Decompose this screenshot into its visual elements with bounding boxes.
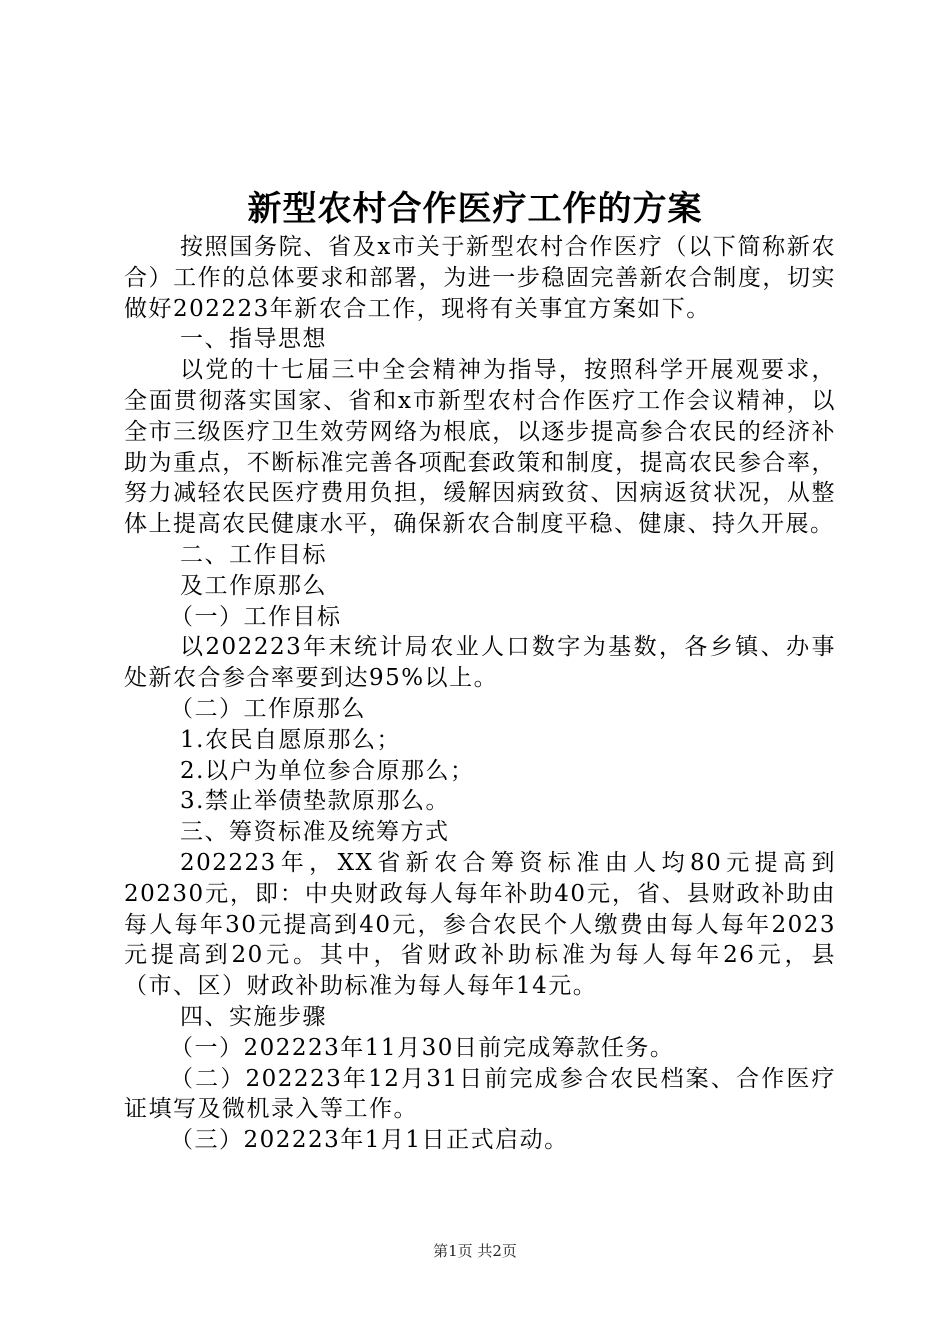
implementation-step-2: （二）202223年12月31日前完成参合农民档案、合作医疗证填写及微机录入等工作。 (124, 1065, 836, 1123)
page-number-footer: 第1页 共2页 (433, 1242, 517, 1260)
guiding-ideology-paragraph: 以党的十七届三中全会精神为指导，按照科学开展观要求，全面贯彻落实国家、省和x市新型农村合作医疗工作会议精神，以全市三级医疗卫生效劳网络为根底，以逐步提高参合农民的经济补助为重点，不断标准完善各项配套政策和制度，提高农民参合率，努力减轻农民医疗费用负担，缓解因病致贫、因病返贫状况，从整体上提高农民健康水平，确保新农合制度平稳、健康、持久开展。 (124, 357, 836, 538)
subheading-work-goals: （一）工作目标 (170, 603, 342, 630)
section-heading-funding: 三、筹资标准及统筹方式 (180, 819, 450, 846)
section-heading-work-principles: 及工作原那么 (180, 572, 327, 599)
funding-paragraph: 202223年，XX省新农合筹资标准由人均80元提高到20230元，即：中央财政每人每年补助40元，省、县财政补助由每人每年30元提高到40元，参合农民个人缴费由每人每年2023元提高到20元。其中，省财政补助标准为每人每年26元，县（市、区）财政补助标准为每人每年14元。 (124, 849, 836, 1000)
intro-paragraph: 按照国务院、省及x市关于新型农村合作医疗（以下简称新农合）工作的总体要求和部署，为进一步稳固完善新农合制度，切实做好202223年新农合工作，现将有关事宜方案如下。 (124, 234, 836, 322)
implementation-step-3: （三）202223年1月1日正式启动。 (170, 1127, 569, 1154)
document-title: 新型农村合作医疗工作的方案 (247, 189, 703, 229)
section-heading-implementation: 四、实施步骤 (180, 1003, 327, 1030)
implementation-step-1: （一）202223年11月30日前完成筹款任务。 (170, 1034, 675, 1061)
section-heading-guiding-ideology: 一、指导思想 (180, 326, 327, 353)
work-goals-paragraph: 以202223年末统计局农业人口数字为基数，各乡镇、办事处新农合参合率要到达95%以上。 (124, 634, 836, 692)
section-heading-work-goals: 二、工作目标 (180, 541, 327, 568)
subheading-work-principles: （二）工作原那么 (170, 695, 366, 722)
principle-item-1: 1.农民自愿原那么； (180, 726, 401, 753)
document-body (124, 232, 836, 1156)
principle-item-3: 3.禁止举债垫款原那么。 (180, 788, 450, 815)
principle-item-2: 2.以户为单位参合原那么； (180, 757, 475, 784)
